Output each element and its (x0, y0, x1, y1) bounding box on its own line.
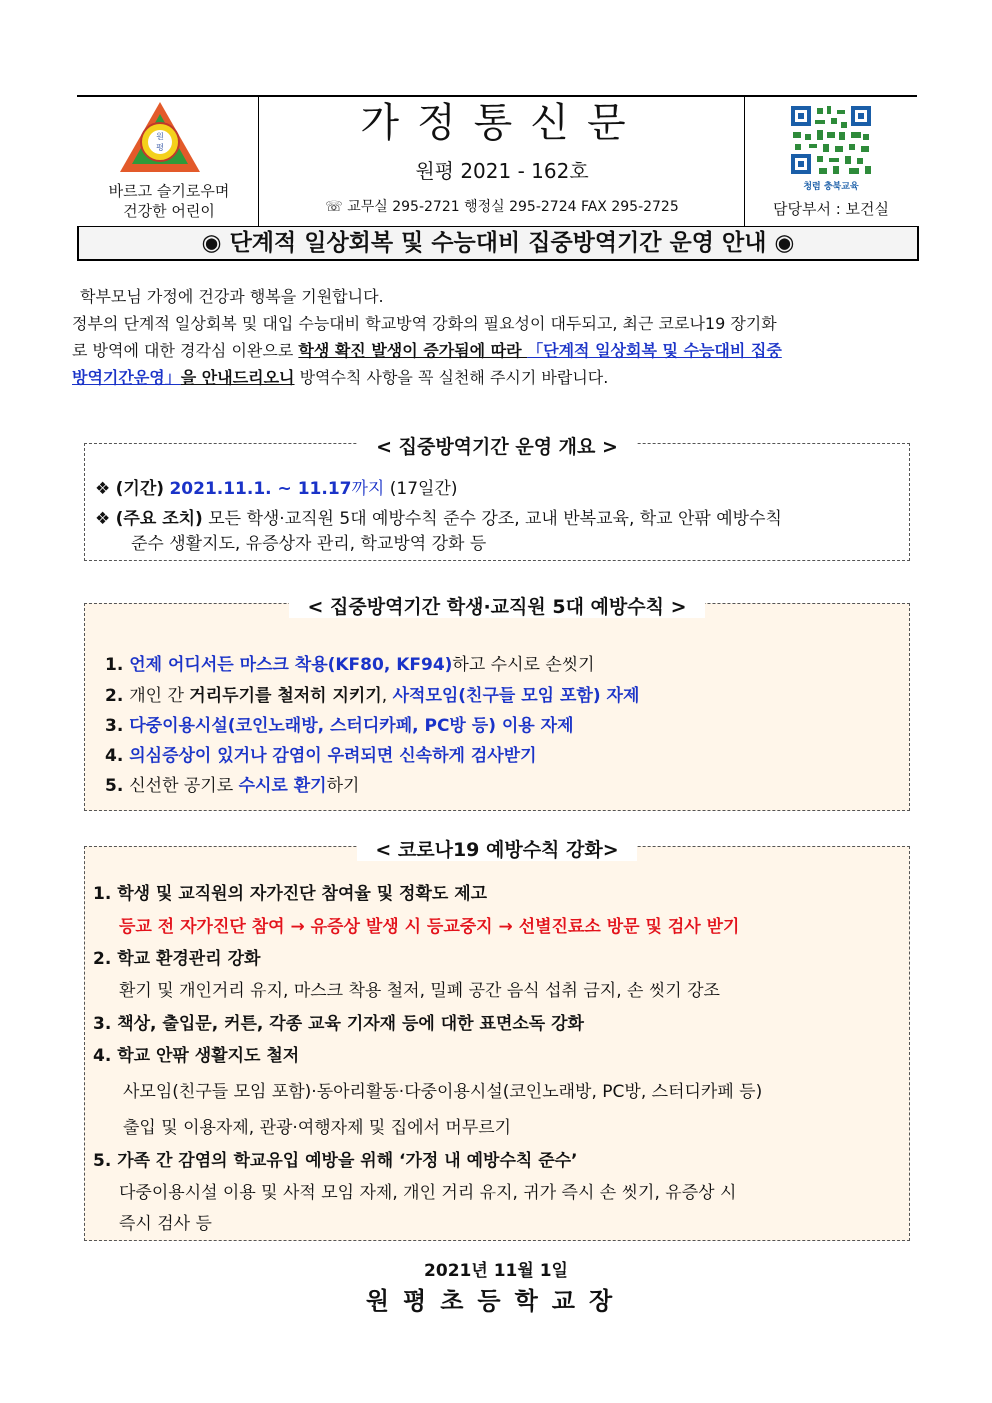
rule-text: 하기 (326, 776, 360, 796)
rule-emphasis: 다중이용시설(코인노래방, 스터디카페, PC방 등) 이용 자제 (129, 716, 574, 736)
strengthen-detail: 환기 및 개인거리 유지, 마스크 착용 철저, 밀폐 공간 음식 섭취 금지, 손 씻기 강조 (119, 981, 720, 1001)
strengthen-title: < 코로나19 예방수칙 강화> (357, 839, 636, 861)
logo-text-bottom: 평 (156, 143, 164, 152)
overview-measures-cont: 준수 생활지도, 유증상자 관리, 학교방역 강화 등 (131, 534, 487, 554)
period-value: 2021.11.1. ~ 11.17 (169, 479, 352, 499)
rule-text: 신선한 공기로 (129, 776, 239, 796)
rule-text: , (381, 686, 393, 706)
strengthen-detail: 사모임(친구들 모임 포함)·동아리활동·다중이용시설(코인노래방, PC방, 스터디카페 등) (123, 1082, 763, 1102)
measures-text: 모든 학생·교직원 5대 예방수칙 준수 강조, 교내 반복교육, 학교 안팎 예방수칙 (202, 509, 782, 529)
principal-signature: 원평초등학교장 (365, 1287, 627, 1315)
period-until: 까지 (351, 479, 385, 499)
issue-date: 2021년 11월 1일 (424, 1261, 568, 1281)
rule-text: 개인 간 (129, 686, 190, 706)
rule-emphasis: 사적모임(친구들 모임 포함) 자제 (392, 686, 640, 706)
logo-text-top: 원 (156, 132, 164, 141)
strengthen-item: 4. 학교 안팎 생활지도 철저 (93, 1046, 300, 1066)
rule-item: 2. 개인 간 거리두기를 철저히 지키기, 사적모임(친구들 모임 포함) 자제 (105, 686, 640, 706)
overview-box (84, 436, 910, 561)
rules-title: < 집중방역기간 학생·교직원 5대 예방수칙 > (289, 596, 704, 618)
intro-emphasis: 학생 확진 발생이 증가됨에 따라 (298, 341, 528, 360)
intro-line (72, 337, 922, 364)
overview-measures (95, 504, 782, 529)
diamond-bullet-icon: ❖ (95, 479, 116, 499)
strengthen-detail: 출입 및 이용자제, 관광·여행자제 및 집에서 머무르기 (123, 1118, 512, 1138)
overview-period (95, 474, 458, 499)
motto-line: 바르고 슬기로우며 (108, 182, 230, 200)
period-days: (17일간) (384, 479, 458, 499)
intro-line: 정부의 단계적 일상회복 및 대입 수능대비 학교방역 강화의 필요성이 대두되고, 최근 코로나19 장기화 (72, 314, 777, 333)
notice-banner: ◉ 단계적 일상회복 및 수능대비 집중방역기간 운영 안내 ◉ (77, 226, 919, 261)
intro-text: 로 방역에 대한 경각심 이완으로 (72, 341, 299, 360)
qr-caption: 청렴 충북교육 (803, 182, 859, 192)
intro-emphasis: 을 안내드리오니 (180, 368, 295, 387)
strengthen-item: 3. 책상, 출입문, 커튼, 각종 교육 기자재 등에 대한 표면소독 강화 (93, 1014, 584, 1034)
school-logo (118, 100, 202, 176)
intro-paragraph (72, 283, 922, 391)
department-label: 담당부서 : 보건실 (772, 200, 890, 218)
rule-emphasis: 의심증상이 있거나 감염이 우려되면 신속하게 검사받기 (129, 746, 537, 766)
greeting: 학부모님 가정에 건강과 행복을 기원합니다. (80, 287, 384, 306)
strengthen-item: 1. 학생 및 교직원의 자가진단 참여율 및 정확도 제고 (93, 884, 488, 904)
issue-number: 원평 2021 - 162호 (415, 159, 589, 183)
strengthen-item: 5. 가족 간 감염의 학교유입 예방을 위해 ‘가정 내 예방수칙 준수’ (93, 1151, 578, 1171)
period-label: (기간) (115, 479, 165, 499)
strengthen-detail: 등교 전 자가진단 참여 → 유증상 발생 시 등교중지 → 선별진료소 방문 및 검사 받기 (119, 917, 740, 937)
intro-program-name: 「단계적 일상회복 및 수능대비 집중 (527, 341, 782, 360)
rule-emphasis: 언제 어디서든 마스크 착용(KF80, KF94) (129, 655, 453, 675)
strengthen-detail: 다중이용시설 이용 및 사적 모임 자제, 개인 거리 유지, 귀가 즉시 손 씻기, 유증상 시 (119, 1183, 737, 1203)
overview-title: < 집중방역기간 운영 개요 > (358, 436, 636, 458)
motto-line: 건강한 어린이 (123, 202, 215, 220)
rule-item: 1. 언제 어디서든 마스크 착용(KF80, KF94)하고 수시로 손씻기 (105, 655, 595, 675)
strengthen-item: 2. 학교 환경관리 강화 (93, 949, 261, 969)
rules-box (84, 596, 910, 811)
qr-code-icon[interactable] (787, 102, 875, 178)
strengthen-box (84, 839, 910, 1241)
school-motto (80, 181, 258, 221)
intro-text: 방역수칙 사항을 꼭 실천해 주시기 바랍니다. (294, 368, 609, 387)
rule-item: 4. 의심증상이 있거나 감염이 우려되면 신속하게 검사받기 (105, 746, 537, 766)
rule-emphasis: 거리두기를 철저히 지키기 (189, 686, 382, 706)
rule-text: 하고 수시로 손씻기 (452, 655, 595, 675)
intro-line (72, 364, 922, 391)
rule-emphasis: 수시로 환기 (238, 776, 327, 796)
diamond-bullet-icon: ❖ (95, 509, 116, 529)
contact-phones: ☏ 교무실 295-2721 행정실 295-2724 FAX 295-2725 (325, 199, 679, 215)
intro-program-name: 방역기간운영」 (72, 368, 181, 387)
rule-item: 5. 신선한 공기로 수시로 환기하기 (105, 776, 360, 796)
measures-label: (주요 조치) (115, 509, 203, 529)
strengthen-detail: 즉시 검사 등 (119, 1214, 212, 1234)
rule-item: 3. 다중이용시설(코인노래방, 스터디카페, PC방 등) 이용 자제 (105, 716, 574, 736)
page-title: 가정통신문 (360, 100, 644, 146)
